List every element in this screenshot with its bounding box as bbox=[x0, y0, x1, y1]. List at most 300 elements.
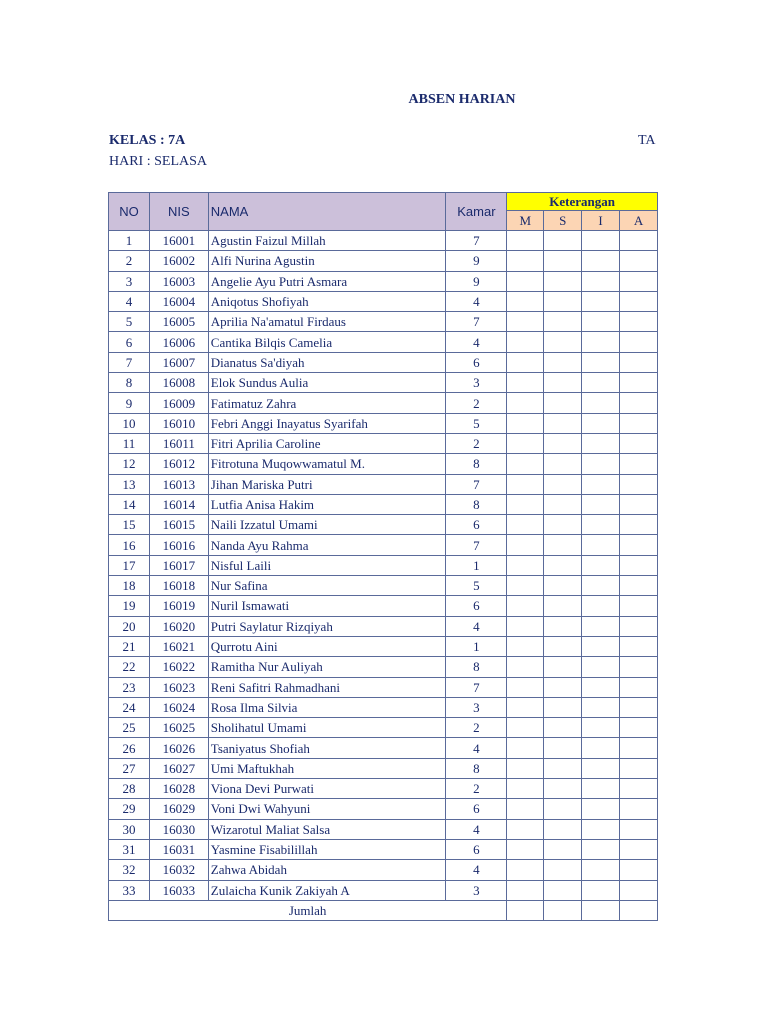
row-i[interactable] bbox=[582, 373, 620, 393]
row-nama: Lutfia Anisa Hakim bbox=[208, 494, 446, 514]
row-m[interactable] bbox=[507, 555, 544, 575]
table-body bbox=[109, 231, 658, 901]
row-no: 16 bbox=[109, 535, 150, 555]
row-no: 15 bbox=[109, 515, 150, 535]
row-m[interactable] bbox=[507, 576, 544, 596]
row-m[interactable] bbox=[507, 352, 544, 372]
row-nama: Aprilia Na'amatul Firdaus bbox=[208, 312, 446, 332]
row-a[interactable] bbox=[620, 494, 658, 514]
row-m[interactable] bbox=[507, 251, 544, 271]
row-m[interactable] bbox=[507, 677, 544, 697]
row-m[interactable] bbox=[507, 535, 544, 555]
row-nis: 16029 bbox=[149, 799, 208, 819]
row-nis: 16014 bbox=[149, 494, 208, 514]
row-i[interactable] bbox=[582, 576, 620, 596]
table-row bbox=[109, 657, 658, 677]
row-i[interactable] bbox=[582, 271, 620, 291]
row-nis: 16002 bbox=[149, 251, 208, 271]
hari-label: HARI : SELASA bbox=[109, 154, 208, 169]
row-a[interactable] bbox=[620, 433, 658, 453]
row-i[interactable] bbox=[582, 393, 620, 413]
row-s[interactable] bbox=[544, 515, 582, 535]
row-s[interactable] bbox=[544, 373, 582, 393]
row-nama: Zahwa Abidah bbox=[208, 860, 446, 880]
row-nama: Febri Anggi Inayatus Syarifah bbox=[208, 413, 446, 433]
row-i[interactable] bbox=[582, 657, 620, 677]
header-nama: NAMA bbox=[208, 193, 446, 231]
row-i[interactable] bbox=[582, 231, 620, 251]
row-kamar: 2 bbox=[446, 393, 507, 413]
row-a[interactable] bbox=[620, 697, 658, 717]
row-nis: 16008 bbox=[149, 373, 208, 393]
row-s[interactable] bbox=[544, 393, 582, 413]
table-row bbox=[109, 332, 658, 352]
row-m[interactable] bbox=[507, 738, 544, 758]
row-m[interactable] bbox=[507, 291, 544, 311]
row-i[interactable] bbox=[582, 819, 620, 839]
table-row bbox=[109, 779, 658, 799]
row-a[interactable] bbox=[620, 413, 658, 433]
row-no: 2 bbox=[109, 251, 150, 271]
row-s[interactable] bbox=[544, 799, 582, 819]
row-a[interactable] bbox=[620, 515, 658, 535]
row-m[interactable] bbox=[507, 616, 544, 636]
table-row bbox=[109, 454, 658, 474]
row-i[interactable] bbox=[582, 758, 620, 778]
row-s[interactable] bbox=[544, 819, 582, 839]
row-nis: 16021 bbox=[149, 636, 208, 656]
row-s[interactable] bbox=[544, 616, 582, 636]
row-no: 4 bbox=[109, 291, 150, 311]
row-a[interactable] bbox=[620, 779, 658, 799]
row-s[interactable] bbox=[544, 413, 582, 433]
row-kamar: 4 bbox=[446, 332, 507, 352]
row-kamar: 8 bbox=[446, 758, 507, 778]
row-nama: Alfi Nurina Agustin bbox=[208, 251, 446, 271]
row-kamar: 9 bbox=[446, 251, 507, 271]
table-row bbox=[109, 352, 658, 372]
row-a[interactable] bbox=[620, 474, 658, 494]
row-nis: 16010 bbox=[149, 413, 208, 433]
row-nis: 16018 bbox=[149, 576, 208, 596]
row-no: 12 bbox=[109, 454, 150, 474]
attendance-table bbox=[108, 192, 658, 921]
row-nis: 16024 bbox=[149, 697, 208, 717]
table-row bbox=[109, 271, 658, 291]
row-s[interactable] bbox=[544, 352, 582, 372]
row-i[interactable] bbox=[582, 535, 620, 555]
row-s[interactable] bbox=[544, 738, 582, 758]
row-a[interactable] bbox=[620, 312, 658, 332]
jumlah-row bbox=[109, 900, 658, 920]
header-no: NO bbox=[109, 193, 150, 231]
row-kamar: 4 bbox=[446, 738, 507, 758]
row-i[interactable] bbox=[582, 799, 620, 819]
row-nama: Rosa Ilma Silvia bbox=[208, 697, 446, 717]
table-row bbox=[109, 515, 658, 535]
row-kamar: 7 bbox=[446, 474, 507, 494]
row-kamar: 1 bbox=[446, 636, 507, 656]
row-nis: 16012 bbox=[149, 454, 208, 474]
row-no: 25 bbox=[109, 718, 150, 738]
row-no: 6 bbox=[109, 332, 150, 352]
row-a[interactable] bbox=[620, 393, 658, 413]
row-nis: 16027 bbox=[149, 758, 208, 778]
header-nis: NIS bbox=[149, 193, 208, 231]
row-m[interactable] bbox=[507, 312, 544, 332]
row-kamar: 2 bbox=[446, 718, 507, 738]
row-a[interactable] bbox=[620, 799, 658, 819]
row-a[interactable] bbox=[620, 576, 658, 596]
row-i[interactable] bbox=[582, 474, 620, 494]
row-s[interactable] bbox=[544, 779, 582, 799]
table-row bbox=[109, 758, 658, 778]
row-s[interactable] bbox=[544, 332, 582, 352]
row-m[interactable] bbox=[507, 860, 544, 880]
row-i[interactable] bbox=[582, 738, 620, 758]
row-kamar: 6 bbox=[446, 839, 507, 859]
row-a[interactable] bbox=[620, 352, 658, 372]
row-no: 5 bbox=[109, 312, 150, 332]
table-row bbox=[109, 677, 658, 697]
row-m[interactable] bbox=[507, 779, 544, 799]
table-row bbox=[109, 474, 658, 494]
row-nama: Fatimatuz Zahra bbox=[208, 393, 446, 413]
row-nama: Nuril Ismawati bbox=[208, 596, 446, 616]
row-no: 21 bbox=[109, 636, 150, 656]
row-s[interactable] bbox=[544, 718, 582, 738]
row-nis: 16007 bbox=[149, 352, 208, 372]
row-a[interactable] bbox=[620, 596, 658, 616]
row-s[interactable] bbox=[544, 657, 582, 677]
jumlah-s[interactable] bbox=[544, 900, 582, 920]
row-s[interactable] bbox=[544, 860, 582, 880]
kelas-label: KELAS : 7A bbox=[109, 133, 186, 148]
row-i[interactable] bbox=[582, 839, 620, 859]
row-a[interactable] bbox=[620, 860, 658, 880]
row-nama: Angelie Ayu Putri Asmara bbox=[208, 271, 446, 291]
row-a[interactable] bbox=[620, 819, 658, 839]
row-no: 24 bbox=[109, 697, 150, 717]
row-s[interactable] bbox=[544, 494, 582, 514]
table-row bbox=[109, 231, 658, 251]
row-nis: 16019 bbox=[149, 596, 208, 616]
row-m[interactable] bbox=[507, 332, 544, 352]
row-nama: Tsaniyatus Shofiah bbox=[208, 738, 446, 758]
row-m[interactable] bbox=[507, 413, 544, 433]
row-nama: Nisful Laili bbox=[208, 555, 446, 575]
row-s[interactable] bbox=[544, 535, 582, 555]
table-row bbox=[109, 251, 658, 271]
jumlah-a[interactable] bbox=[620, 900, 658, 920]
row-kamar: 8 bbox=[446, 657, 507, 677]
table-row bbox=[109, 555, 658, 575]
row-a[interactable] bbox=[620, 373, 658, 393]
row-a[interactable] bbox=[620, 332, 658, 352]
row-i[interactable] bbox=[582, 880, 620, 900]
row-nis: 16030 bbox=[149, 819, 208, 839]
row-kamar: 2 bbox=[446, 433, 507, 453]
jumlah-m[interactable] bbox=[507, 900, 544, 920]
row-i[interactable] bbox=[582, 312, 620, 332]
row-m[interactable] bbox=[507, 758, 544, 778]
row-no: 30 bbox=[109, 819, 150, 839]
row-no: 10 bbox=[109, 413, 150, 433]
row-a[interactable] bbox=[620, 555, 658, 575]
row-s[interactable] bbox=[544, 596, 582, 616]
row-no: 23 bbox=[109, 677, 150, 697]
row-i[interactable] bbox=[582, 718, 620, 738]
row-nis: 16022 bbox=[149, 657, 208, 677]
row-i[interactable] bbox=[582, 860, 620, 880]
row-no: 22 bbox=[109, 657, 150, 677]
row-i[interactable] bbox=[582, 779, 620, 799]
row-kamar: 4 bbox=[446, 291, 507, 311]
row-i[interactable] bbox=[582, 251, 620, 271]
row-s[interactable] bbox=[544, 231, 582, 251]
row-a[interactable] bbox=[620, 616, 658, 636]
row-i[interactable] bbox=[582, 433, 620, 453]
row-kamar: 7 bbox=[446, 231, 507, 251]
row-nis: 16028 bbox=[149, 779, 208, 799]
table-row bbox=[109, 494, 658, 514]
row-m[interactable] bbox=[507, 819, 544, 839]
row-nis: 16025 bbox=[149, 718, 208, 738]
row-i[interactable] bbox=[582, 677, 620, 697]
row-kamar: 6 bbox=[446, 799, 507, 819]
row-nis: 16033 bbox=[149, 880, 208, 900]
row-kamar: 8 bbox=[446, 494, 507, 514]
row-i[interactable] bbox=[582, 596, 620, 616]
row-m[interactable] bbox=[507, 373, 544, 393]
header-m: M bbox=[507, 211, 544, 231]
row-i[interactable] bbox=[582, 616, 620, 636]
row-no: 11 bbox=[109, 433, 150, 453]
row-kamar: 4 bbox=[446, 819, 507, 839]
row-nis: 16016 bbox=[149, 535, 208, 555]
table-row bbox=[109, 697, 658, 717]
row-m[interactable] bbox=[507, 515, 544, 535]
row-m[interactable] bbox=[507, 474, 544, 494]
table-row bbox=[109, 636, 658, 656]
row-nis: 16023 bbox=[149, 677, 208, 697]
row-m[interactable] bbox=[507, 880, 544, 900]
row-m[interactable] bbox=[507, 271, 544, 291]
row-nama: Wizarotul Maliat Salsa bbox=[208, 819, 446, 839]
row-s[interactable] bbox=[544, 251, 582, 271]
row-i[interactable] bbox=[582, 494, 620, 514]
row-i[interactable] bbox=[582, 352, 620, 372]
row-nama: Ramitha Nur Auliyah bbox=[208, 657, 446, 677]
row-s[interactable] bbox=[544, 433, 582, 453]
table-row bbox=[109, 312, 658, 332]
row-no: 14 bbox=[109, 494, 150, 514]
table-row bbox=[109, 535, 658, 555]
row-m[interactable] bbox=[507, 636, 544, 656]
row-nama: Fitri Aprilia Caroline bbox=[208, 433, 446, 453]
row-nama: Voni Dwi Wahyuni bbox=[208, 799, 446, 819]
row-no: 13 bbox=[109, 474, 150, 494]
row-nis: 16004 bbox=[149, 291, 208, 311]
row-kamar: 7 bbox=[446, 535, 507, 555]
row-s[interactable] bbox=[544, 880, 582, 900]
table-row bbox=[109, 576, 658, 596]
row-m[interactable] bbox=[507, 697, 544, 717]
row-a[interactable] bbox=[620, 251, 658, 271]
row-a[interactable] bbox=[620, 454, 658, 474]
row-nama: Elok Sundus Aulia bbox=[208, 373, 446, 393]
row-i[interactable] bbox=[582, 697, 620, 717]
row-no: 20 bbox=[109, 616, 150, 636]
table-row bbox=[109, 860, 658, 880]
row-no: 33 bbox=[109, 880, 150, 900]
row-no: 17 bbox=[109, 555, 150, 575]
row-kamar: 5 bbox=[446, 413, 507, 433]
row-i[interactable] bbox=[582, 636, 620, 656]
row-kamar: 4 bbox=[446, 616, 507, 636]
row-a[interactable] bbox=[620, 657, 658, 677]
row-a[interactable] bbox=[620, 880, 658, 900]
row-m[interactable] bbox=[507, 393, 544, 413]
row-m[interactable] bbox=[507, 454, 544, 474]
row-kamar: 6 bbox=[446, 352, 507, 372]
row-nama: Naili Izzatul Umami bbox=[208, 515, 446, 535]
table-row bbox=[109, 596, 658, 616]
row-kamar: 7 bbox=[446, 677, 507, 697]
row-kamar: 8 bbox=[446, 454, 507, 474]
row-i[interactable] bbox=[582, 291, 620, 311]
table-row bbox=[109, 799, 658, 819]
row-no: 26 bbox=[109, 738, 150, 758]
header-a: A bbox=[620, 211, 658, 231]
row-nama: Sholihatul Umami bbox=[208, 718, 446, 738]
page-title: ABSEN HARIAN bbox=[408, 92, 516, 107]
row-nama: Jihan Mariska Putri bbox=[208, 474, 446, 494]
row-nis: 16017 bbox=[149, 555, 208, 575]
row-nama: Qurrotu Aini bbox=[208, 636, 446, 656]
jumlah-label: Jumlah bbox=[109, 900, 507, 920]
row-s[interactable] bbox=[544, 677, 582, 697]
row-kamar: 3 bbox=[446, 880, 507, 900]
row-a[interactable] bbox=[620, 677, 658, 697]
row-s[interactable] bbox=[544, 758, 582, 778]
row-a[interactable] bbox=[620, 738, 658, 758]
row-kamar: 2 bbox=[446, 779, 507, 799]
table-row bbox=[109, 433, 658, 453]
row-i[interactable] bbox=[582, 555, 620, 575]
row-s[interactable] bbox=[544, 839, 582, 859]
row-s[interactable] bbox=[544, 697, 582, 717]
row-nama: Dianatus Sa'diyah bbox=[208, 352, 446, 372]
row-no: 18 bbox=[109, 576, 150, 596]
row-s[interactable] bbox=[544, 454, 582, 474]
row-kamar: 6 bbox=[446, 515, 507, 535]
header-i: I bbox=[582, 211, 620, 231]
jumlah-i[interactable] bbox=[582, 900, 620, 920]
row-nama: Viona Devi Purwati bbox=[208, 779, 446, 799]
row-no: 8 bbox=[109, 373, 150, 393]
row-nis: 16013 bbox=[149, 474, 208, 494]
row-a[interactable] bbox=[620, 535, 658, 555]
row-s[interactable] bbox=[544, 555, 582, 575]
row-nis: 16011 bbox=[149, 433, 208, 453]
table-row bbox=[109, 718, 658, 738]
row-kamar: 5 bbox=[446, 576, 507, 596]
row-a[interactable] bbox=[620, 718, 658, 738]
row-kamar: 3 bbox=[446, 373, 507, 393]
row-i[interactable] bbox=[582, 332, 620, 352]
row-nis: 16009 bbox=[149, 393, 208, 413]
row-nis: 16015 bbox=[149, 515, 208, 535]
row-no: 7 bbox=[109, 352, 150, 372]
row-m[interactable] bbox=[507, 596, 544, 616]
table-row bbox=[109, 616, 658, 636]
row-kamar: 1 bbox=[446, 555, 507, 575]
row-nama: Nur Safina bbox=[208, 576, 446, 596]
row-nis: 16001 bbox=[149, 231, 208, 251]
row-i[interactable] bbox=[582, 515, 620, 535]
row-a[interactable] bbox=[620, 271, 658, 291]
row-s[interactable] bbox=[544, 474, 582, 494]
row-kamar: 9 bbox=[446, 271, 507, 291]
row-m[interactable] bbox=[507, 839, 544, 859]
row-i[interactable] bbox=[582, 413, 620, 433]
row-nis: 16020 bbox=[149, 616, 208, 636]
row-s[interactable] bbox=[544, 291, 582, 311]
row-nama: Putri Saylatur Rizqiyah bbox=[208, 616, 446, 636]
row-no: 32 bbox=[109, 860, 150, 880]
table-row bbox=[109, 839, 658, 859]
row-nis: 16006 bbox=[149, 332, 208, 352]
table-row bbox=[109, 373, 658, 393]
row-a[interactable] bbox=[620, 758, 658, 778]
row-no: 19 bbox=[109, 596, 150, 616]
row-m[interactable] bbox=[507, 718, 544, 738]
table-row bbox=[109, 819, 658, 839]
row-nama: Zulaicha Kunik Zakiyah A bbox=[208, 880, 446, 900]
row-i[interactable] bbox=[582, 454, 620, 474]
row-nama: Fitrotuna Muqowwamatul M. bbox=[208, 454, 446, 474]
row-no: 1 bbox=[109, 231, 150, 251]
row-s[interactable] bbox=[544, 636, 582, 656]
table-row bbox=[109, 393, 658, 413]
row-m[interactable] bbox=[507, 494, 544, 514]
row-a[interactable] bbox=[620, 231, 658, 251]
row-kamar: 4 bbox=[446, 860, 507, 880]
row-a[interactable] bbox=[620, 839, 658, 859]
row-m[interactable] bbox=[507, 231, 544, 251]
row-nis: 16032 bbox=[149, 860, 208, 880]
row-s[interactable] bbox=[544, 271, 582, 291]
header-s: S bbox=[544, 211, 582, 231]
row-a[interactable] bbox=[620, 291, 658, 311]
row-m[interactable] bbox=[507, 433, 544, 453]
row-nis: 16031 bbox=[149, 839, 208, 859]
row-nama: Aniqotus Shofiyah bbox=[208, 291, 446, 311]
row-no: 31 bbox=[109, 839, 150, 859]
row-nis: 16005 bbox=[149, 312, 208, 332]
row-nama: Cantika Bilqis Camelia bbox=[208, 332, 446, 352]
row-nama: Nanda Ayu Rahma bbox=[208, 535, 446, 555]
row-a[interactable] bbox=[620, 636, 658, 656]
row-m[interactable] bbox=[507, 799, 544, 819]
row-s[interactable] bbox=[544, 312, 582, 332]
row-kamar: 3 bbox=[446, 697, 507, 717]
row-s[interactable] bbox=[544, 576, 582, 596]
row-m[interactable] bbox=[507, 657, 544, 677]
row-no: 29 bbox=[109, 799, 150, 819]
row-nis: 16026 bbox=[149, 738, 208, 758]
